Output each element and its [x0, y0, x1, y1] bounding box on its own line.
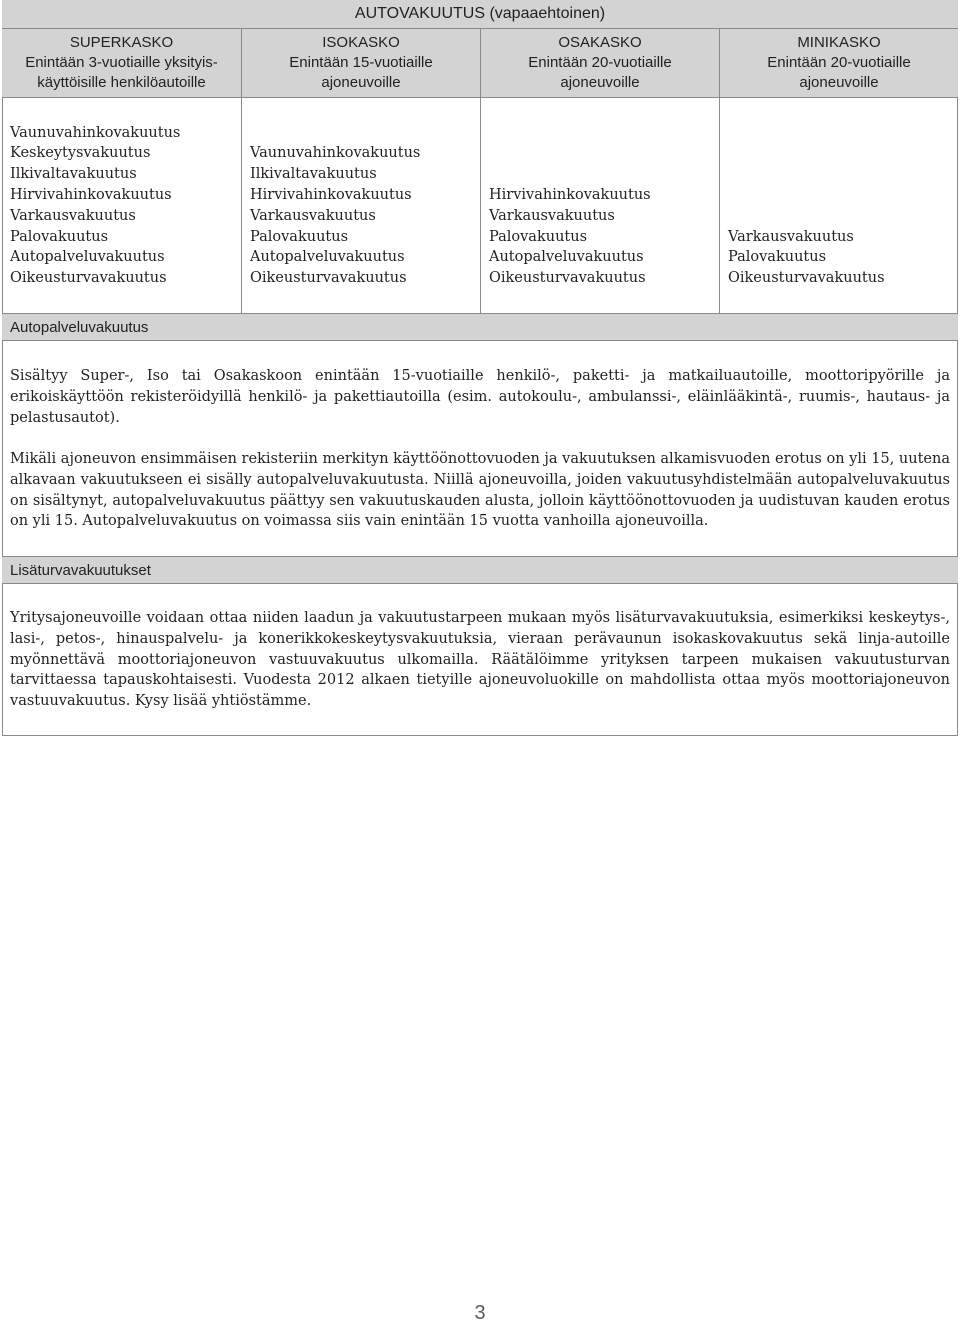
coverage-item: Palovakuutus: [489, 228, 588, 245]
coverage-item: Ilkivaltavakuutus: [250, 166, 377, 183]
column-subtitle: Enintään 3-vuotiaille yksityis-: [25, 54, 218, 71]
coverage-item: Hirvivahinkovakuutus: [489, 187, 651, 204]
column-header-superkasko: [2, 29, 242, 98]
column-subtitle: ajoneuvoille: [799, 74, 879, 91]
coverage-list-minikasko: [720, 98, 958, 314]
column-subtitle: Enintään 20-vuotiaille: [767, 54, 911, 71]
section-heading-autopalvelu: Autopalveluvakuutus: [2, 313, 958, 341]
coverage-item: Keskeytysvakuutus: [10, 145, 151, 162]
column-name: MINIKASKO: [797, 34, 881, 51]
coverage-item: Palovakuutus: [728, 249, 827, 266]
coverage-list-superkasko: [2, 98, 242, 314]
coverage-item: Varkausvakuutus: [250, 207, 376, 224]
coverage-item: Hirvivahinkovakuutus: [250, 187, 412, 204]
coverage-item: Oikeusturvavakuutus: [250, 270, 407, 287]
table-title: AUTOVAKUUTUS (vapaaehtoinen): [2, 0, 958, 29]
coverage-item: Autopalveluvakuutus: [489, 249, 644, 266]
coverage-item: Varkausvakuutus: [10, 207, 136, 224]
page-number: 3: [474, 1302, 486, 1324]
autopalvelu-paragraph-2: Mikäli ajoneuvon ensimmäisen rekisteriin merkityn käyttöönottovuoden ja vakuutuksen alkamisvuoden erotus on yli 15, uutena alkavaan vakuutukseen ei sisälly autopalveluvakuutusta. Niillä ajoneuvoilla, joiden vakuutusyhdistelmään autopalveluvakuutus on sisältynyt, autopalveluvakuutus päättyy sen vakuutuskauden alusta, jolloin käyttöönottovuoden ja uudistuvan kauden erotus on yli 15. Autopalveluvakuutus on voimassa siis vain enintään 15 vuotta vanhoilla ajoneuvoilla.: [10, 451, 950, 530]
coverage-item: Oikeusturvavakuutus: [10, 270, 167, 287]
column-subtitle: ajoneuvoille: [321, 74, 401, 91]
coverage-list-isokasko: [242, 98, 481, 314]
coverage-item: Autopalveluvakuutus: [250, 249, 405, 266]
column-header-minikasko: [720, 29, 958, 98]
column-header-osakasko: [481, 29, 720, 98]
coverage-item: Palovakuutus: [250, 228, 349, 245]
column-subtitle: ajoneuvoille: [560, 74, 640, 91]
column-subtitle: käyttöisille henkilöautoille: [37, 74, 206, 91]
autopalvelu-paragraph-1: Sisältyy Super-, Iso tai Osakaskoon enintään 15-vuotiaille henkilö-, paketti- ja matkailuautoille, moottoripyörille ja erikoiskäyttöön rekisteröidyillä henkilö- ja pakettiautoilla (esim. autokoulu-, ambulanssi-, eläinlääkintä-, ruumis-, hautaus- ja pelastusautot).: [10, 368, 950, 426]
coverage-item: Oikeusturvavakuutus: [489, 270, 646, 287]
coverage-item: Oikeusturvavakuutus: [728, 270, 885, 287]
coverage-item: Varkausvakuutus: [489, 207, 615, 224]
coverage-item: Hirvivahinkovakuutus: [10, 187, 172, 204]
column-subtitle: Enintään 15-vuotiaille: [289, 54, 433, 71]
column-header-isokasko: [242, 29, 481, 98]
coverage-item: Vaunuvahinkovakuutus: [250, 145, 421, 162]
lisaturva-paragraph-1: Yritysajoneuvoille voidaan ottaa niiden laadun ja vakuutustarpeen mukaan myös lisäturvavakuutuksia, esimerkiksi keskeytys-, lasi-, petos-, hinauspalvelu- ja konerikkokeskeytysvakuutuksia, vieraan perävaunun isokaskovakuutus sekä linja-autoille myönnettävä moottoriajoneuvon vastuuvakuutus ulkomailla. Räätälöimme yrityksen tarpeen mukaisen vakuutusturvan tarvittaessa tapauskohtaisesti. Vuodesta 2012 alkaen tietyille ajoneuvoluokille on mahdollista ottaa myös moottoriajoneuvon vastuuvakuutus. Kysy lisää yhtiöstämme.: [10, 610, 950, 710]
section-heading-lisaturva: Lisäturvavakuutukset: [2, 556, 958, 584]
coverage-item: Ilkivaltavakuutus: [10, 166, 137, 183]
coverage-item: Varkausvakuutus: [728, 228, 854, 245]
coverage-item: Autopalveluvakuutus: [10, 249, 165, 266]
coverage-list-osakasko: [481, 98, 720, 314]
column-subtitle: Enintään 20-vuotiaille: [528, 54, 672, 71]
column-name: ISOKASKO: [322, 34, 400, 51]
coverage-item: Vaunuvahinkovakuutus: [10, 124, 181, 141]
column-name: OSAKASKO: [558, 34, 642, 51]
column-name: SUPERKASKO: [69, 34, 174, 51]
coverage-item: Palovakuutus: [10, 228, 109, 245]
